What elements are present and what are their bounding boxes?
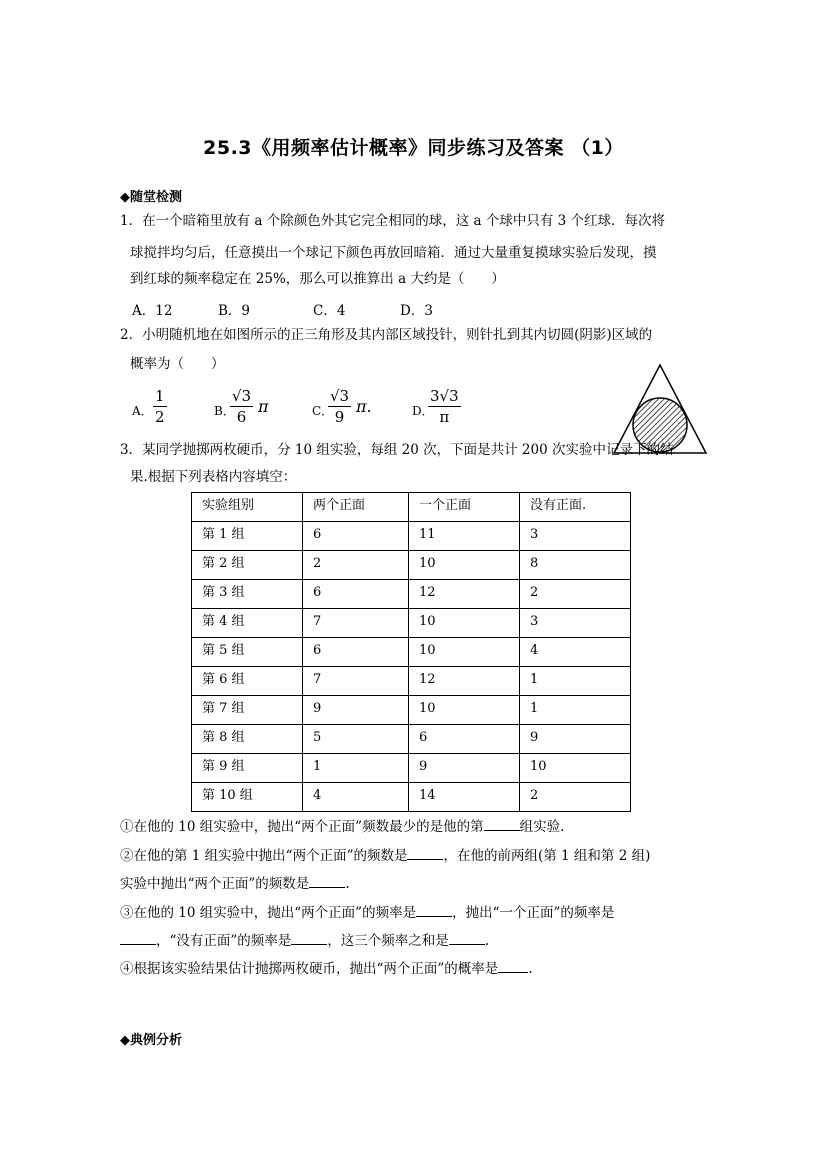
table-row: [192, 551, 631, 580]
table-cell: 14: [409, 783, 520, 812]
text: .: [484, 933, 490, 949]
answer-blank[interactable]: [120, 932, 156, 945]
table-cell: 2: [520, 580, 631, 609]
q3-line2: 果.根据下列表格内容填空：: [130, 469, 297, 485]
text: .: [345, 876, 350, 892]
answer-blank[interactable]: [309, 875, 345, 888]
table-cell: 1: [520, 696, 631, 725]
answer-blank[interactable]: [498, 960, 528, 973]
table-cell: 第 4 组: [192, 609, 303, 638]
q1-line2: 球搅拌均匀后，任意摸出一个球记下颜色再放回暗箱．通过大量重复摸球实验后发现，摸: [130, 245, 657, 261]
answer-blank[interactable]: [291, 932, 327, 945]
text: ①在他的 10 组实验中，抛出“两个正面”频数最少的是他的第: [120, 819, 484, 835]
table-cell: 8: [520, 551, 631, 580]
q3-subquestion-2-cont: [120, 875, 350, 893]
table-cell: 6: [303, 638, 409, 667]
table-header-cell: 没有正面.: [520, 493, 631, 522]
table-cell: 6: [303, 580, 409, 609]
table-cell: 第 10 组: [192, 783, 303, 812]
table-cell: 10: [409, 551, 520, 580]
q2-option-b-label: B．: [214, 404, 235, 418]
q1-option-a: A．12: [132, 303, 173, 319]
table-cell: 10: [409, 609, 520, 638]
page-title: 25.3《用频率估计概率》同步练习及答案 （1）: [203, 137, 624, 159]
table-header-cell: 一个正面: [409, 493, 520, 522]
fraction-numerator: 1: [155, 387, 165, 405]
table-cell: 6: [409, 725, 520, 754]
section-heading-practice: ◆随堂检测: [120, 190, 182, 205]
answer-blank[interactable]: [416, 904, 452, 917]
q2-option-c-fraction: [328, 386, 351, 427]
q2-option-b-fraction: [230, 386, 253, 427]
table-row: [192, 783, 631, 812]
table-cell: 3: [520, 522, 631, 551]
text: ④根据该实验结果估计抛掷两枚硬币，抛出“两个正面”的概率是: [120, 961, 499, 977]
table-row: [192, 696, 631, 725]
text: .: [528, 961, 533, 977]
q2-option-a-label: A．: [132, 404, 153, 418]
q3-subquestion-2: [120, 847, 650, 865]
pi-symbol: π: [258, 397, 269, 416]
fraction-numerator: 3√3: [430, 387, 459, 405]
table-cell: 第 5 组: [192, 638, 303, 667]
table-cell: 12: [409, 580, 520, 609]
table-row: [192, 580, 631, 609]
q1-option-c: C．4: [313, 303, 346, 319]
text: 组实验.: [519, 819, 565, 835]
table-cell: 10: [409, 638, 520, 667]
table-cell: 第 3 组: [192, 580, 303, 609]
table-cell: 1: [303, 754, 409, 783]
text: 实验中抛出“两个正面”的频数是: [120, 876, 310, 892]
q2-option-c-label: C．: [312, 404, 334, 418]
answer-blank[interactable]: [407, 847, 443, 860]
table-cell: 9: [303, 696, 409, 725]
q2-option-d-label: D．: [412, 404, 434, 418]
table-cell: 第 1 组: [192, 522, 303, 551]
q3-line1: 3．某同学抛掷两枚硬币，分 10 组实验，每组 20 次，下面是共计 200 次实验中记录下的结: [120, 442, 674, 458]
table-header-row: [192, 493, 631, 522]
fraction-numerator: √3: [232, 387, 252, 405]
text: ③在他的 10 组实验中，抛出“两个正面”的频率是: [120, 905, 417, 921]
table-cell: 第 2 组: [192, 551, 303, 580]
text: ，抛出“一个正面”的频率是: [452, 905, 615, 921]
table-cell: 第 8 组: [192, 725, 303, 754]
q1-option-d: D．3: [400, 303, 433, 319]
table-cell: 4: [520, 638, 631, 667]
table-header-cell: 实验组别: [192, 493, 303, 522]
text: ，“没有正面”的频率是: [156, 933, 292, 949]
table-cell: 2: [303, 551, 409, 580]
answer-blank[interactable]: [484, 818, 520, 831]
section-heading-examples: ◆典例分析: [120, 1033, 182, 1048]
table-cell: 3: [520, 609, 631, 638]
q1-option-b: B．9: [218, 303, 251, 319]
table-cell: 6: [303, 522, 409, 551]
q3-subquestion-3-cont: [120, 932, 489, 950]
table-cell: 12: [409, 667, 520, 696]
q2-line1: 2．小明随机地在如图所示的正三角形及其内部区域投针，则针扎到其内切圆(阴影)区域的: [120, 327, 653, 343]
q1-line3: 到红球的频率稳定在 25%，那么可以推算出 a 大约是（ ）: [130, 271, 505, 287]
fraction-denominator: 9: [334, 408, 345, 426]
table-header-cell: 两个正面: [303, 493, 409, 522]
q3-subquestion-1: [120, 818, 564, 836]
fraction-numerator: √3: [330, 387, 350, 405]
text: ②在他的第 1 组实验中抛出“两个正面”的频数是: [120, 848, 408, 864]
fraction-denominator: 2: [155, 408, 165, 426]
table-cell: 9: [520, 725, 631, 754]
fraction-denominator: π: [439, 408, 450, 426]
q3-subquestion-3: [120, 904, 614, 922]
answer-blank[interactable]: [449, 932, 485, 945]
table-cell: 4: [303, 783, 409, 812]
table-row: [192, 667, 631, 696]
table-row: [192, 725, 631, 754]
table-row: [192, 522, 631, 551]
table-cell: 2: [520, 783, 631, 812]
fraction-denominator: 6: [236, 408, 247, 426]
table-cell: 第 7 组: [192, 696, 303, 725]
table-cell: 7: [303, 667, 409, 696]
table-cell: 10: [520, 754, 631, 783]
table-row: [192, 638, 631, 667]
experiment-table: [191, 492, 631, 812]
pi-symbol: π.: [356, 397, 372, 416]
q2-option-a-fraction: [153, 386, 167, 427]
table-cell: 11: [409, 522, 520, 551]
q1-line1: 1．在一个暗箱里放有 a 个除颜色外其它完全相同的球，这 a 个球中只有 3 个红球．每次将: [120, 213, 666, 229]
q2-line2: 概率为（ ）: [130, 356, 225, 372]
table-cell: 1: [520, 667, 631, 696]
table-row: [192, 754, 631, 783]
q3-subquestion-4: [120, 960, 533, 978]
table-cell: 7: [303, 609, 409, 638]
table-cell: 10: [409, 696, 520, 725]
table-row: [192, 609, 631, 638]
table-cell: 9: [409, 754, 520, 783]
table-cell: 第 6 组: [192, 667, 303, 696]
table-cell: 5: [303, 725, 409, 754]
q2-option-d-fraction: [428, 386, 461, 427]
text: ，这三个频率之和是: [327, 933, 449, 949]
text: ，在他的前两组(第 1 组和第 2 组): [443, 848, 651, 864]
table-cell: 第 9 组: [192, 754, 303, 783]
